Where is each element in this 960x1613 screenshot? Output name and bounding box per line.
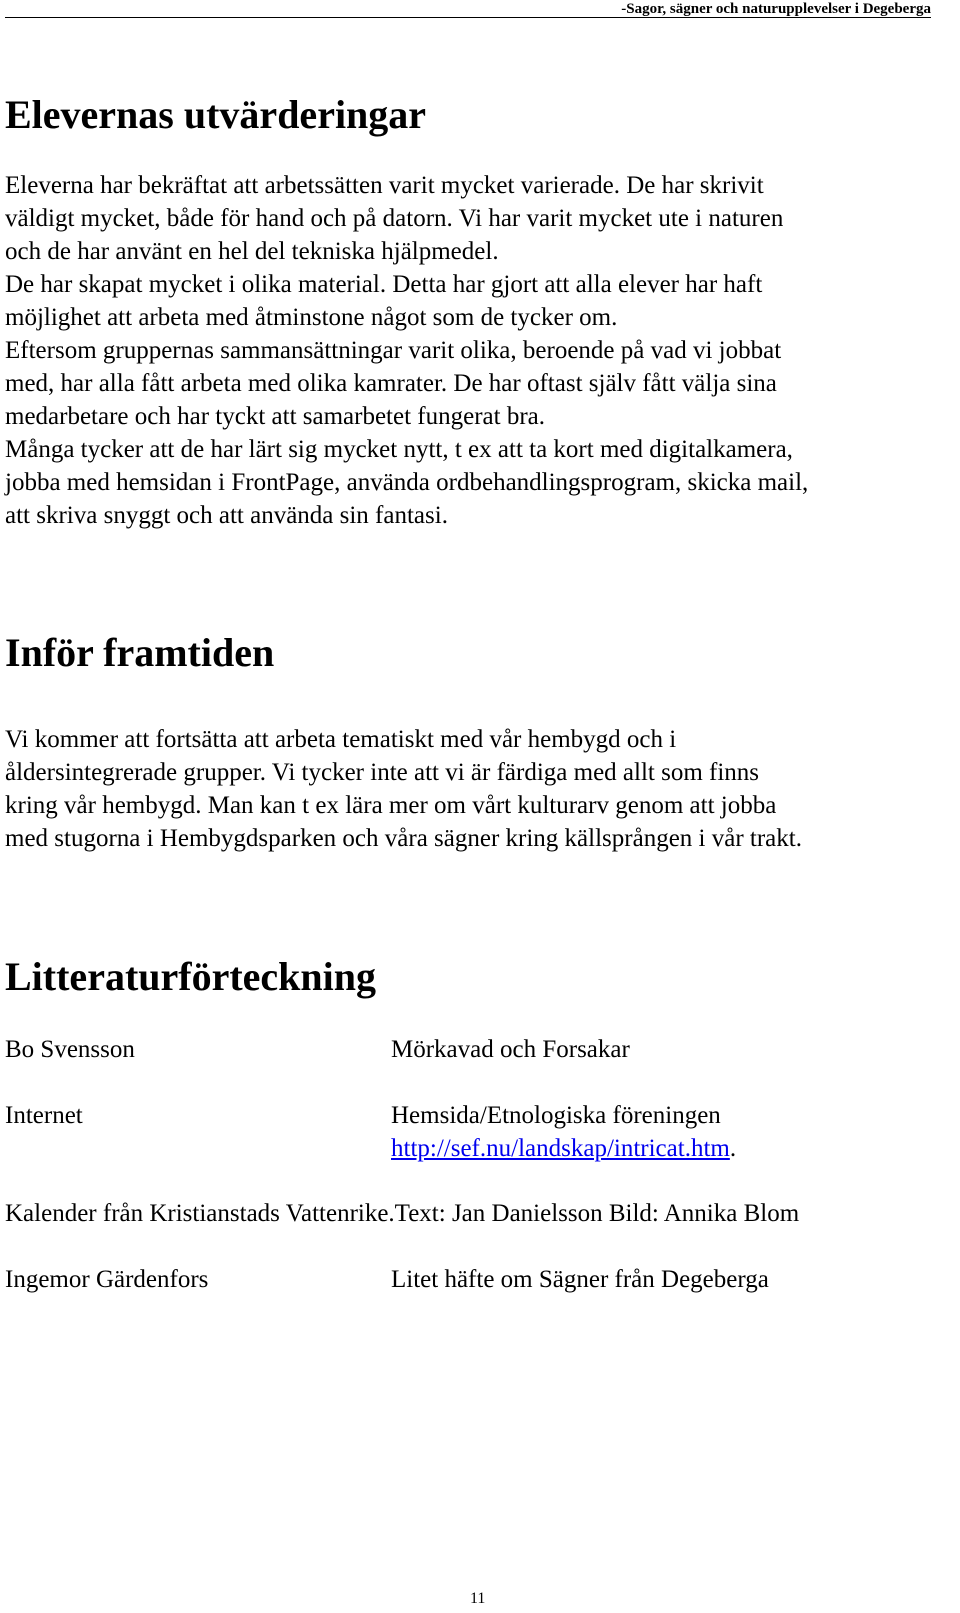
header-rule (5, 17, 931, 18)
text-line: att skriva snyggt och att använda sin fantasi. (5, 502, 448, 529)
bibliography-title: Hemsida/Etnologiska föreningen (391, 1102, 721, 1129)
text-line: med, har alla fått arbeta med olika kamrater. De har oftast själv fått välja sina (5, 370, 777, 397)
text-line: och de har använt en hel del tekniska hjälpmedel. (5, 238, 499, 265)
text-line: möjlighet att arbeta med åtminstone något som de tycker om. (5, 304, 618, 331)
text-line: medarbetare och har tyckt att samarbetet fungerat bra. (5, 403, 546, 430)
heading-bibliography: Litteraturförteckning (5, 954, 377, 999)
text-line: Vi kommer att fortsätta att arbeta tematiskt med vår hembygd och i (5, 726, 677, 753)
text-line: väldigt mycket, både för hand och på datorn. Vi har varit mycket ute i naturen (5, 205, 784, 232)
bibliography-author: Ingemor Gärdenfors (5, 1266, 209, 1293)
text-line: jobba med hemsidan i FrontPage, använda ordbehandlingsprogram, skicka mail, (5, 469, 809, 496)
heading-future: Inför framtiden (5, 630, 275, 675)
bibliography-link[interactable]: http://sef.nu/landskap/intricat.htm (391, 1135, 730, 1162)
bibliography-author: Bo Svensson (5, 1036, 135, 1063)
bibliography-title: Mörkavad och Forsakar (391, 1036, 630, 1063)
bibliography-link-line (391, 1132, 736, 1165)
bibliography-author: Internet (5, 1102, 83, 1129)
text-line: Eleverna har bekräftat att arbetssätten varit mycket varierade. De har skrivit (5, 172, 764, 199)
text-line: åldersintegrerade grupper. Vi tycker inte att vi är färdiga med allt som finns (5, 759, 760, 786)
text-line: kring vår hembygd. Man kan t ex lära mer om vårt kulturarv genom att jobba (5, 792, 777, 819)
bibliography-title: Litet häfte om Sägner från Degeberga (391, 1266, 769, 1293)
future-paragraph (5, 723, 802, 855)
link-suffix: . (729, 1135, 737, 1162)
text-line: De har skapat mycket i olika material. Detta har gjort att alla elever har haft (5, 271, 763, 298)
text-line: Eftersom gruppernas sammansättningar varit olika, beroende på vad vi jobbat (5, 337, 782, 364)
running-header: -Sagor, sägner och naturupplevelser i Degeberga (621, 1, 931, 17)
bibliography-entry-full: Kalender från Kristianstads Vattenrike.Text: Jan Danielsson Bild: Annika Blom (5, 1200, 800, 1227)
text-line: Många tycker att de har lärt sig mycket nytt, t ex att ta kort med digitalkamera, (5, 436, 793, 463)
evaluations-paragraph (5, 169, 808, 532)
heading-evaluations: Elevernas utvärderingar (5, 92, 427, 137)
text-line: med stugorna i Hembygdsparken och våra sägner kring källsprången i vår trakt. (5, 825, 802, 852)
page-number: 11 (470, 1590, 486, 1607)
